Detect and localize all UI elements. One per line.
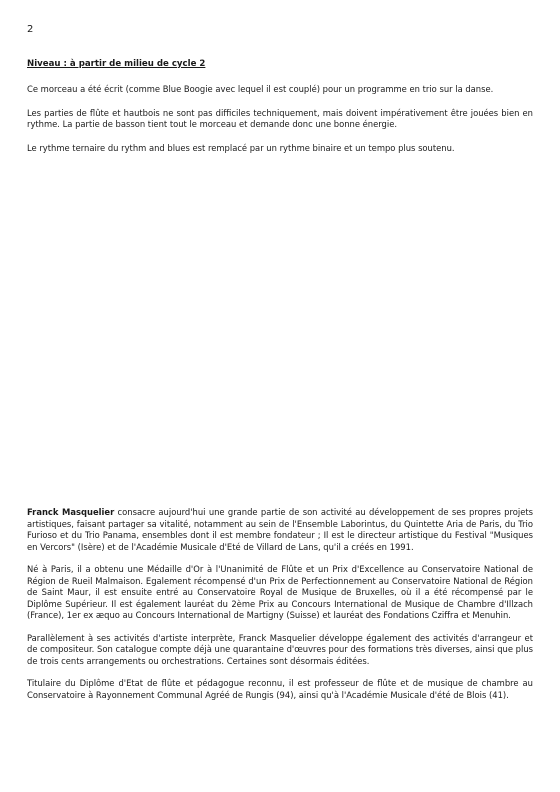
intro-paragraph: Les parties de flûte et hautbois ne sont pas difficiles techniquement, mais doivent impérativement être jouées bien en rythme. La partie de basson tient tout le morceau et demande donc une bonne énergie. [27, 107, 533, 129]
level-heading: Niveau : à partir de milieu de cycle 2 [27, 59, 206, 69]
biography-section [27, 507, 533, 712]
intro-section [27, 58, 533, 166]
bio-paragraph [27, 507, 533, 553]
intro-paragraph: Ce morceau a été écrit (comme Blue Boogie avec lequel il est couplé) pour un programme en trio sur la danse. [27, 84, 494, 94]
bio-paragraph: Parallèlement à ses activités d'artiste interprète, Franck Masquelier développe également des activités d'arrangeur et de compositeur. Son catalogue compte déjà une quarantaine d'œuvres pour des formations très diverses, ainsi que plus de trois cents arrangements ou orchestrations. Certaines sont désormais éditées. [27, 632, 533, 666]
bio-paragraph: Titulaire du Diplôme d'Etat de flûte et pédagogue reconnu, il est professeur de flûte et de musique de chambre au Conservatoire à Rayonnement Communal Agréé de Rungis (94), ainsi qu'à l'Académie Musicale d'été de Blois (41). [27, 678, 533, 700]
bio-paragraph: Né à Paris, il a obtenu une Médaille d'Or à l'Unanimité de Flûte et un Prix d'Excellence au Conservatoire National de Région de Rueil Malmaison. Egalement récompensé d'un Prix de Perfectionnement au Conservatoire National de Région de Saint Maur, il est ensuite entré au Conservatoire Royal de Musique de Bruxelles, où il a été récompensé par le Diplôme Supérieur. Il est également lauréat du 2ème Prix au Concours International de Musique de Chambre d'Illzach (France), 1er ex æquo au Concours International de Martigny (Suisse) et lauréat des Fondations Cziffra et Menuhin. [27, 564, 533, 620]
intro-paragraph: Le rythme ternaire du rythm and blues est remplacé par un rythme binaire et un tempo plus soutenu. [27, 142, 455, 153]
composer-name: Franck Masquelier [27, 507, 115, 517]
bio-paragraph-text: consacre aujourd'hui une grande partie de son activité au développement de ses propres projets artistiques, faisant partager sa vitalité, notamment au sein de l'Ensemble Laborintus, du Quintette Aria de Paris, du Trio Furioso et du Trio Panama, ensembles dont il est membre fondateur ; Il est le directeur artistique du Festival "Musiques en Vercors" (Isère) et de l'Académie Musicale d'Eté de Villard de Lans, qu'il a créés en 1991. [27, 507, 533, 552]
page-number: 2 [27, 24, 34, 35]
